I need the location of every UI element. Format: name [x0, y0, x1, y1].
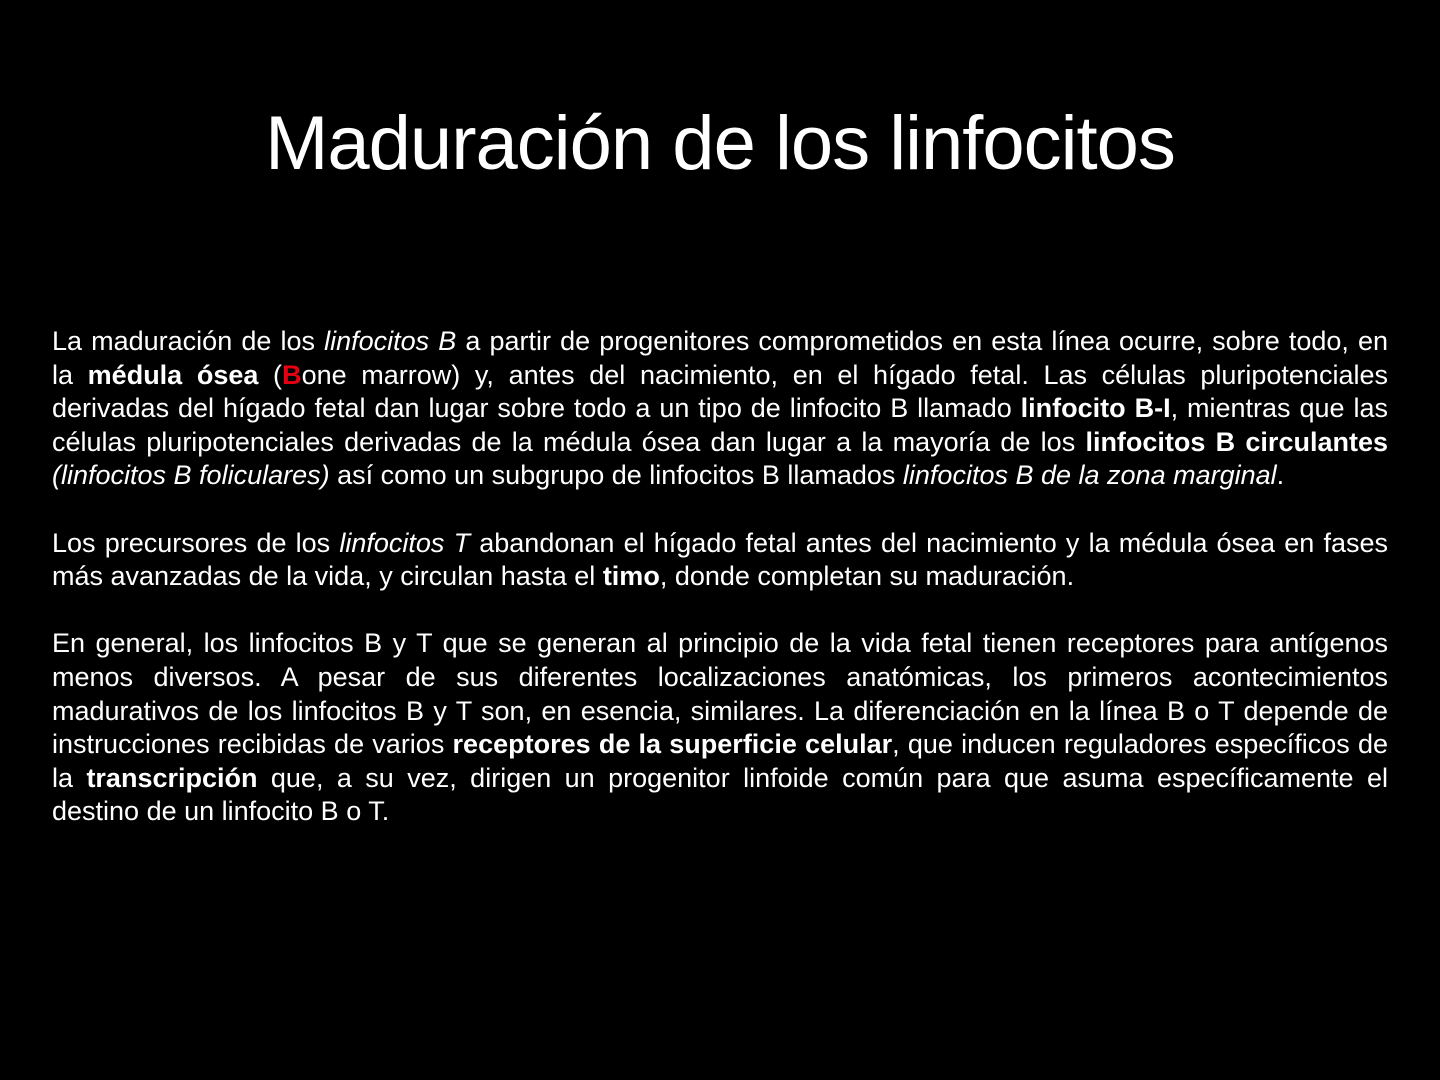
text-segment: linfocitos B circulantes — [1085, 426, 1388, 457]
slide-body-text — [52, 325, 1388, 863]
text-segment: timo — [602, 561, 660, 592]
text-segment: transcripción — [86, 762, 258, 793]
slide-title: Maduración de los linfocitos — [265, 101, 1175, 186]
text-segment: linfocitos B — [324, 326, 457, 356]
text-segment: . — [1276, 460, 1285, 491]
text-segment: (linfocitos B foliculares) — [52, 460, 330, 491]
text-segment: ( — [258, 359, 283, 390]
text-segment: , donde completan su maduración. — [659, 561, 1075, 592]
text-segment: Los precursores de los — [52, 527, 340, 558]
text-segment: En general, los linfocitos B y T que se generan al principio de la vida fetal tienen receptores para antígenos menos diversos. A pesar de sus diferentes localizaciones anatómicas, los primeros acontecimientos madurativos de los linfocitos B y T son, en esencia, similares. La diferenciación en la línea B o T depende de instrucciones recibidas de varios — [52, 628, 1388, 760]
text-segment: abandonan el hígado fetal antes del nacimiento y la médula ósea en fases más avanzadas de la vida, y circulan hasta el — [52, 527, 1388, 592]
text-segment: receptores de la superficie celular — [452, 729, 893, 760]
text-segment: linfocitos T — [339, 527, 471, 558]
text-segment: La maduración de los — [52, 326, 325, 356]
paragraph — [52, 325, 1388, 493]
text-segment: médula ósea — [87, 359, 259, 390]
red-highlight-text: B — [282, 359, 302, 390]
text-segment: que, a su vez, dirigen un progenitor linfoide común para que asuma específicamente el destino de un linfocito B o T. — [52, 762, 1388, 827]
paragraph — [52, 527, 1388, 594]
text-segment: a partir de progenitores comprometidos en esta línea ocurre, sobre todo, en la — [52, 326, 1389, 390]
text-segment: , que inducen reguladores específicos de la — [52, 729, 1389, 793]
text-segment: one marrow) y, antes del nacimiento, en el hígado fetal. Las células pluripotenciales derivadas del hígado fetal dan lugar sobre todo a un tipo de linfocito B llamado — [52, 359, 1388, 424]
text-segment: así como un subgrupo de linfocitos B llamados — [329, 460, 903, 491]
paragraph — [52, 627, 1388, 829]
text-segment: linfocitos B de la zona marginal — [902, 460, 1277, 491]
text-segment: , mientras que las células pluripotenciales derivadas de la médula ósea dan lugar a la mayoría de los — [52, 393, 1388, 457]
text-segment: linfocito B-I — [1020, 393, 1171, 424]
